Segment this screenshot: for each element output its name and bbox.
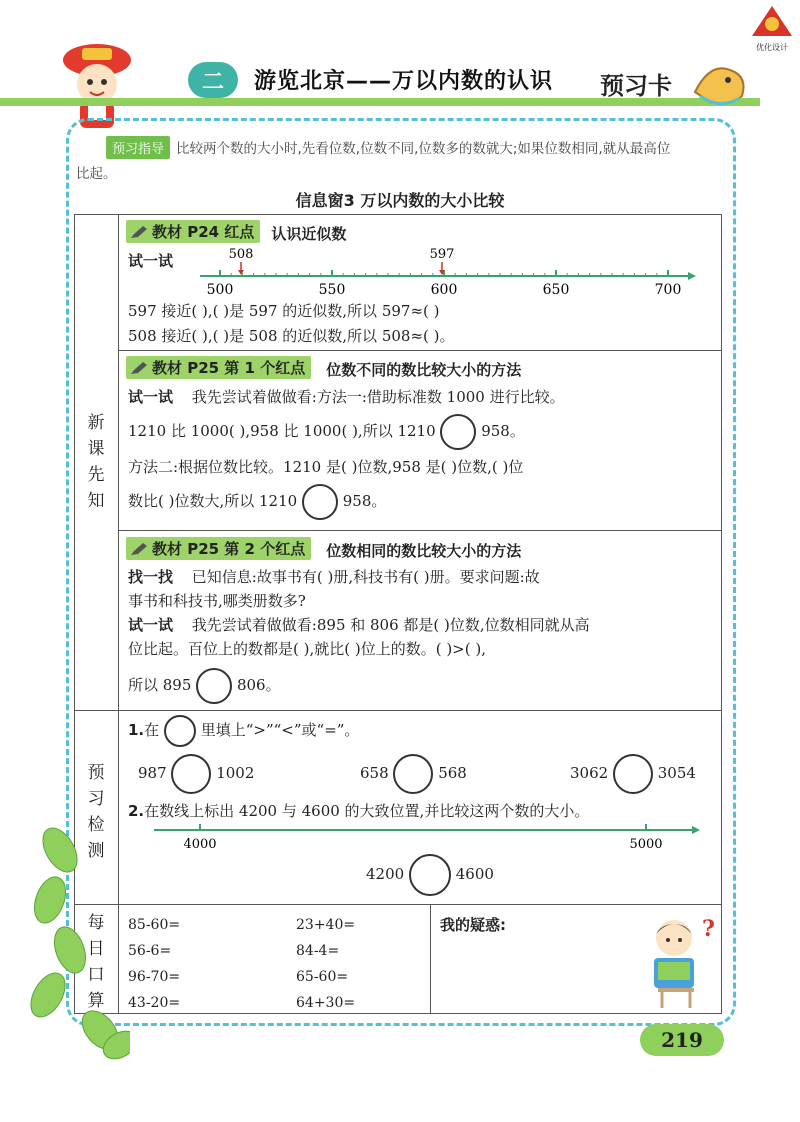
leaves-decoration-icon bbox=[20, 820, 130, 1060]
corner-logo bbox=[748, 4, 796, 52]
row-divider bbox=[118, 350, 722, 351]
tick-label-500: 500 bbox=[206, 282, 234, 298]
section3-try-end: 所以 895 806。 bbox=[128, 668, 281, 704]
side-label-new-lesson: 新 课 先 知 bbox=[87, 413, 105, 511]
compare-circle[interactable] bbox=[196, 668, 232, 704]
section2-header bbox=[126, 356, 521, 380]
arrow-label-597: 597 bbox=[429, 247, 455, 262]
side-label-daily-calc: 每 日 口 算 bbox=[87, 913, 105, 1011]
number-line-2[interactable] bbox=[150, 822, 702, 856]
page-number: 219 bbox=[640, 1024, 724, 1056]
section1-header bbox=[126, 220, 346, 244]
pencil-icon bbox=[130, 361, 148, 375]
compare-circle[interactable] bbox=[409, 854, 451, 896]
dragon-icon bbox=[690, 52, 750, 108]
section3-subtitle: 位数相同的数比较大小的方法 bbox=[326, 541, 522, 560]
check-compare: 4200 4600 bbox=[366, 854, 494, 896]
compare-circle[interactable] bbox=[302, 484, 338, 520]
section3-find-cont: 事书和科技书,哪类册数多? bbox=[128, 592, 306, 610]
calc-item: 43-20= bbox=[128, 995, 181, 1011]
section3-try: 试一试 我先尝试着做做看:895 和 806 都是( )位数,位数相同就从高 bbox=[128, 616, 590, 634]
row-divider bbox=[118, 530, 722, 531]
calc-divider bbox=[430, 904, 431, 1014]
section2-subtitle: 位数不同的数比较大小的方法 bbox=[326, 360, 522, 379]
guide-text: 比较两个数的大小时,先看位数,位数不同,位数多的数就大;如果位数相同,就从最高位 bbox=[176, 141, 671, 157]
compare-circle[interactable] bbox=[171, 754, 211, 794]
section3-tag: 教材 P25 第 2 个红点 bbox=[126, 537, 311, 560]
tick-label-5000: 5000 bbox=[629, 837, 663, 852]
unit-title: 游览北京——万以内数的认识 bbox=[254, 69, 554, 94]
compare-circle[interactable] bbox=[440, 414, 476, 450]
tick-label-4000: 4000 bbox=[183, 837, 217, 852]
section2-try-text: 我先尝试着做做看:方法一:借助标准数 1000 进行比较。 bbox=[191, 388, 565, 406]
doubt-label: 我的疑惑: bbox=[440, 916, 506, 934]
calc-col-1 bbox=[128, 912, 180, 1016]
calc-item: 96-70= bbox=[128, 969, 181, 985]
compare-circle[interactable] bbox=[613, 754, 653, 794]
calc-item: 64+30= bbox=[296, 995, 356, 1011]
tick-label-700: 700 bbox=[654, 282, 682, 298]
check-pair-1: 987 1002 bbox=[138, 754, 254, 794]
calc-item: 23+40= bbox=[296, 917, 356, 933]
guide-text-cont: 比起。 bbox=[76, 166, 117, 182]
section2-tag: 教材 P25 第 1 个红点 bbox=[126, 356, 311, 379]
calc-col-2 bbox=[296, 912, 355, 1016]
logo-icon bbox=[748, 4, 796, 38]
section2-try-label: 试一试 bbox=[128, 388, 174, 406]
calc-item: 85-60= bbox=[128, 917, 181, 933]
card-title: 预习卡 bbox=[600, 72, 672, 100]
section3-header bbox=[126, 537, 521, 561]
section1-line2: 508 接近( ),( )是 508 的近似数,所以 508≈( )。 bbox=[128, 327, 455, 345]
section2-line-b: 方法二:根据位数比较。1210 是( )位数,958 是( )位数,( )位 bbox=[128, 458, 524, 476]
side-label-preview-check: 预 习 检 测 bbox=[87, 763, 105, 861]
pencil-icon bbox=[130, 225, 148, 239]
check-q1: 1.在 里填上“>”“<”或“=”。 bbox=[128, 715, 359, 747]
tick-label-650: 650 bbox=[542, 282, 570, 298]
section1-try-label: 试一试 bbox=[128, 252, 174, 270]
tick-label-600: 600 bbox=[430, 282, 458, 298]
unit-number-badge: 二 bbox=[188, 62, 238, 98]
row-divider bbox=[74, 904, 722, 905]
reading-child-icon bbox=[640, 910, 720, 1010]
section1-line1: 597 接近( ),( )是 597 的近似数,所以 597≈( ) bbox=[128, 302, 440, 320]
check-pair-2: 658 568 bbox=[360, 754, 467, 794]
sample-circle bbox=[164, 715, 196, 747]
section1-tag: 教材 P24 红点 bbox=[126, 220, 260, 243]
calc-item: 84-4= bbox=[296, 943, 340, 959]
check-q2: 2.在数线上标出 4200 与 4600 的大致位置,并比较这两个数的大小。 bbox=[128, 802, 590, 820]
calc-item: 56-6= bbox=[128, 943, 172, 959]
section2-line-a: 1210 比 1000( ),958 比 1000( ),所以 1210 958。 bbox=[128, 414, 525, 450]
guide-tag: 预习指导 bbox=[106, 136, 170, 159]
section3-find: 找一找 已知信息:故事书有( )册,科技书有( )册。要求问题:故 bbox=[128, 568, 540, 586]
row-divider bbox=[74, 710, 722, 711]
svg-text:?: ? bbox=[702, 916, 715, 942]
tick-label-550: 550 bbox=[318, 282, 346, 298]
section1-subtitle: 认识近似数 bbox=[271, 224, 347, 243]
pencil-icon bbox=[130, 542, 148, 556]
section2-try bbox=[128, 386, 565, 407]
arrow-label-508: 508 bbox=[228, 247, 254, 262]
check-pair-3: 3062 3054 bbox=[570, 754, 696, 794]
section3-try-cont: 位比起。百位上的数都是( ),就比( )位上的数。( )>( ), bbox=[128, 640, 486, 658]
number-line-1 bbox=[196, 244, 696, 300]
logo-text: 优化设计 bbox=[756, 43, 788, 52]
section2-line-c: 数比( )位数大,所以 1210 958。 bbox=[128, 484, 386, 520]
compare-circle[interactable] bbox=[393, 754, 433, 794]
info-window-title: 信息窗3 万以内数的大小比较 bbox=[295, 191, 505, 210]
calc-item: 65-60= bbox=[296, 969, 349, 985]
